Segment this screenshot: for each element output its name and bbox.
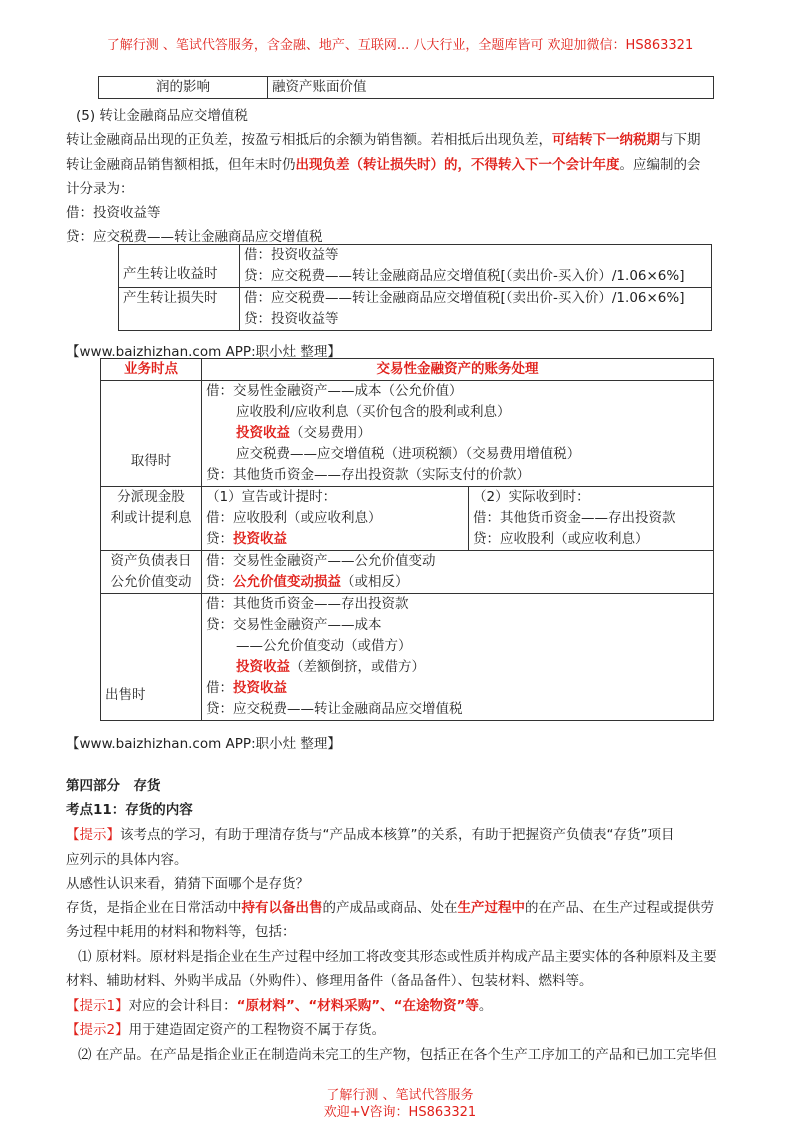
row-label: 资产负债表日 公允价值变动 — [101, 551, 202, 594]
row-content: 借：交易性金融资产——成本（公允价值） 应收股利/应收利息（买价包含的股利或利息） 投资收益（交易费用） 应交税费——应交增值税（进项税额）（交易费用增值税） 贷：其他货币资金——存出投资款（实际支付的价款） — [202, 381, 714, 487]
paragraph: 转让金融商品出现的正负差，按盈亏相抵后的余额为销售额。若相抵后出现负差，可结转下一纳税期与下期 — [66, 132, 701, 148]
tip-line: 【提示1】对应的会计科目：“原材料”、“材料采购”、“在途物资”等。 — [66, 998, 493, 1014]
header-cell: 交易性金融资产的账务处理 — [202, 359, 714, 381]
journal-line: 借：投资收益等 — [66, 205, 161, 221]
paragraph: 务过程中耗用的材料和物料等，包括： — [66, 924, 296, 940]
row-label: 产生转让收益时 — [119, 245, 240, 288]
row-content: 借：投资收益等 贷：应交税费——转让金融商品应交增值税[（卖出价-买入价）/1.06×6%] — [240, 245, 712, 288]
top-table — [98, 76, 714, 99]
row-content: （2）实际收到时： 借：其他货币资金——存出投资款 贷：应收股利（或应收利息） — [469, 487, 714, 551]
header-cell: 业务时点 — [101, 359, 202, 381]
footer-line: 了解行测 、笔试代答服务 — [326, 1088, 474, 1103]
paragraph: 转让金融商品销售额相抵，但年末时仍出现负差（转让损失时）的，不得转入下一个会计年度。应编制的会 — [66, 157, 701, 173]
credit-line: 【www.baizhizhan.com APP:职小灶 整理】 — [66, 736, 341, 752]
section-title: (5) 转让金融商品应交增值税 — [76, 108, 248, 124]
top-table-cell: 润的影响 — [99, 77, 268, 99]
paragraph: 存货，是指企业在日常活动中持有以备出售的产成品或商品、处在生产过程中的在产品、在生产过程或提供劳 — [66, 900, 714, 916]
row-label: 取得时 — [101, 381, 202, 487]
main-table — [100, 358, 714, 721]
journal-line: 贷：应交税费——转让金融商品应交增值税 — [66, 229, 323, 245]
kp-title: 考点11：存货的内容 — [66, 802, 193, 818]
paragraph: 计分录为： — [66, 181, 134, 197]
row-content: 借：应交税费——转让金融商品应交增值税[（卖出价-买入价）/1.06×6%] 贷：投资收益等 — [240, 288, 712, 331]
paragraph: 应列示的具体内容。 — [66, 852, 188, 868]
row-label: 分派现金股 利或计提利息 — [101, 487, 202, 551]
paragraph: 从感性认识来看，猜猜下面哪个是存货？ — [66, 876, 309, 892]
row-label: 产生转让损失时 — [119, 288, 240, 331]
paragraph: ⑵ 在产品。在产品是指企业正在制造尚未完工的生产物，包括正在各个生产工序加工的产品和已加工完毕但 — [78, 1047, 717, 1063]
header-banner: 了解行测 、笔试代答服务，含金融、地产、互联网... 八大行业，全题库皆可 欢迎加微信：HS863321 — [106, 38, 694, 53]
footer-line: 欢迎+V咨询：HS863321 — [323, 1105, 477, 1120]
paragraph: ⑴ 原材料。原材料是指企业在生产过程中经加工将改变其形态或性质并构成产品主要实体的各种原料及主要 — [78, 949, 717, 965]
tip-line: 【提示2】用于建造固定资产的工程物资不属于存货。 — [66, 1022, 386, 1038]
row-content: 借：其他货币资金——存出投资款 贷：交易性金融资产——成本 ——公允价值变动（或借方） 投资收益（差额倒挤，或借方） 借：投资收益 贷：应交税费——转让金融商品应交增值税 — [202, 594, 714, 721]
row-content: （1）宣告或计提时： 借：应收股利（或应收利息） 贷：投资收益 — [202, 487, 469, 551]
part-title: 第四部分 存货 — [66, 778, 161, 794]
top-table-cell: 融资产账面价值 — [268, 77, 714, 99]
tip-line: 【提示】该考点的学习，有助于理清存货与“产品成本核算”的关系，有助于把握资产负债表“存货”项目 — [66, 827, 675, 843]
gain-loss-table — [118, 244, 712, 331]
row-label: 出售时 — [101, 594, 202, 721]
paragraph: 材料、辅助材料、外购半成品（外购件）、修理用备件（备品备件）、包装材料、燃料等。 — [66, 973, 593, 989]
credit-line: 【www.baizhizhan.com APP:职小灶 整理】 — [66, 344, 341, 360]
row-content: 借：交易性金融资产——公允价值变动 贷：公允价值变动损益（或相反） — [202, 551, 714, 594]
